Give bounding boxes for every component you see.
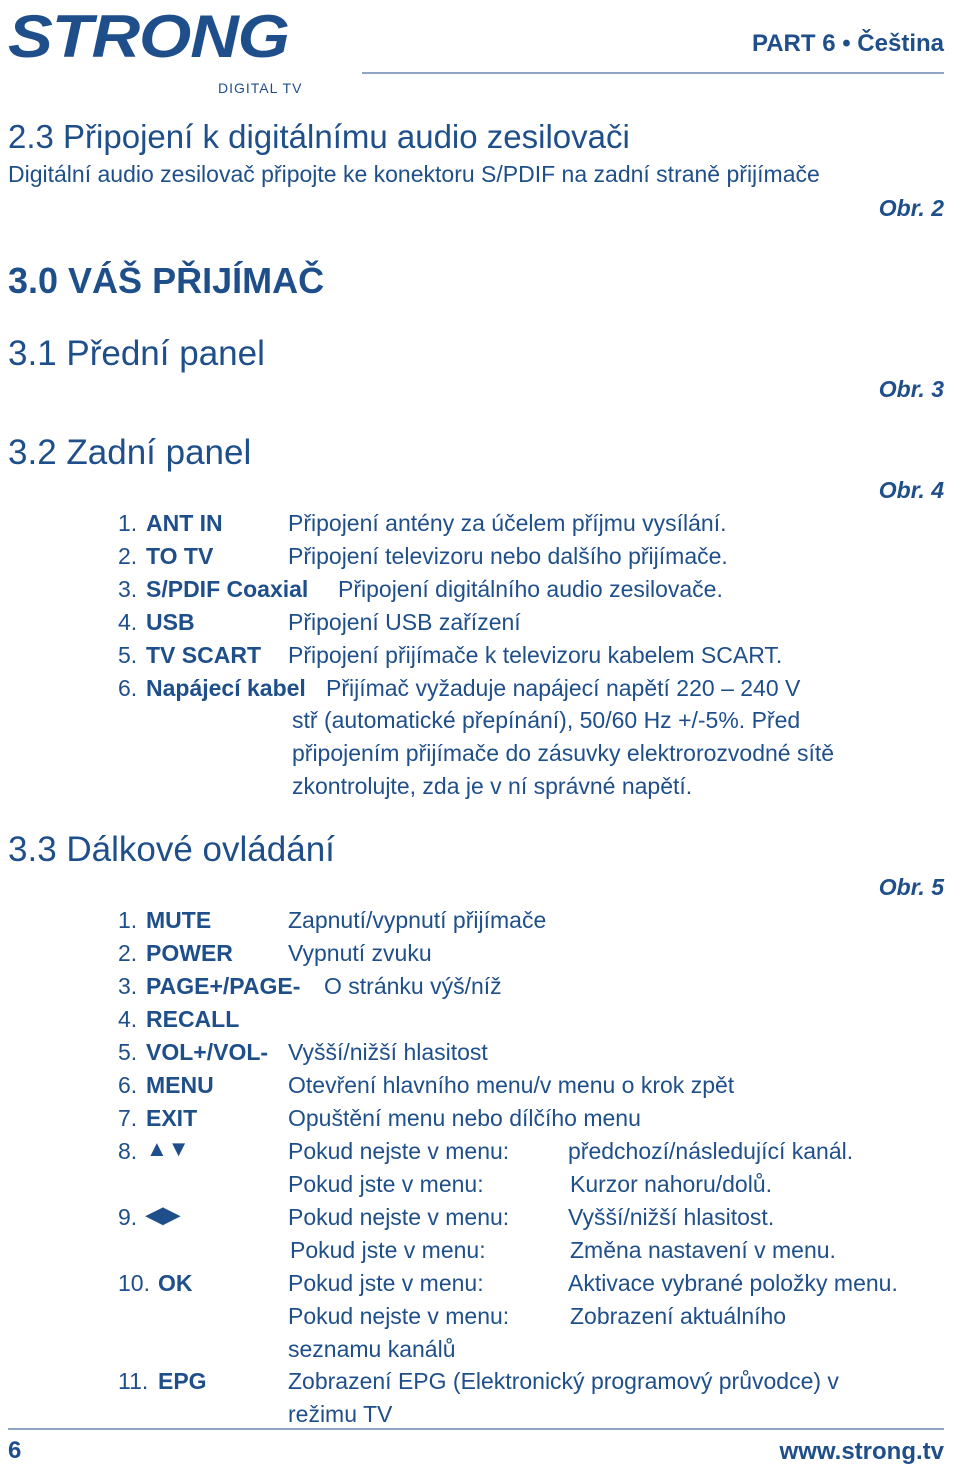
list-item-label: VOL+/VOL-: [146, 1039, 269, 1065]
list-item-label: EPG: [158, 1368, 207, 1394]
list-item-desc-cont: připojením přijímače do zásuvky elektrorozvodné sítě: [292, 740, 835, 766]
list-item-desc: Vypnutí zvuku: [288, 940, 432, 966]
list-item-desc-result: předchozí/následující kanál.: [568, 1138, 854, 1164]
list-item-desc: Pokud nejste v menu:: [288, 1138, 510, 1164]
list-item-number: 4.: [118, 609, 138, 635]
list-item-desc: Připojení přijímače k televizoru kabelem SCART.: [288, 642, 783, 668]
list-item-number: 1.: [118, 907, 138, 933]
fig-ref-5: Obr. 5: [878, 874, 944, 900]
part-label: PART 6 • Čeština: [752, 30, 944, 57]
page-number: 6: [8, 1437, 22, 1464]
list-item-label: Napájecí kabel: [146, 675, 306, 701]
section-3-3-title: 3.3 Dálkové ovládání: [8, 830, 335, 869]
list-item-desc: Vyšší/nižší hlasitost: [288, 1039, 488, 1065]
list-item-desc-cont: stř (automatické přepínání), 50/60 Hz +/-5%. Před: [292, 707, 801, 733]
list-item-number: 2.: [118, 940, 138, 966]
list-item-number: 4.: [118, 1006, 138, 1032]
list-item-desc: Pokud jste v menu:: [288, 1270, 484, 1296]
list-item-desc-cont: režimu TV: [288, 1401, 393, 1427]
list-item-number: 2.: [118, 543, 138, 569]
fig-ref-4: Obr. 4: [878, 477, 944, 503]
list-item-number: 7.: [118, 1105, 138, 1131]
list-item-number: 3.: [118, 973, 138, 999]
list-item-label: USB: [146, 609, 195, 635]
list-item-label: PAGE+/PAGE-: [146, 973, 301, 999]
left-right-arrows-icon: ◀▶: [146, 1202, 180, 1227]
list-item-desc: Pokud nejste v menu:: [288, 1303, 510, 1329]
strong-logo: STRONG: [8, 3, 289, 70]
fig-ref-3: Obr. 3: [878, 376, 944, 402]
list-item-desc-result: Zobrazení aktuálního: [570, 1303, 787, 1329]
list-item-desc-result: Vyšší/nižší hlasitost.: [568, 1204, 775, 1230]
list-item-desc: O stránku výš/níž: [324, 973, 502, 999]
list-item-number: 9.: [118, 1204, 138, 1230]
list-item-desc-cont: seznamu kanálů: [288, 1336, 456, 1362]
list-item-number: 3.: [118, 576, 138, 602]
section-3-1-title: 3.1 Přední panel: [8, 334, 265, 373]
list-item-desc-result: Kurzor nahoru/dolů.: [570, 1171, 773, 1197]
list-item-label: RECALL: [146, 1006, 240, 1032]
list-item-label: ANT IN: [146, 510, 223, 536]
header-rule: [362, 72, 944, 74]
list-item-desc: Pokud jste v menu:: [290, 1237, 486, 1263]
list-item-desc: Připojení televizoru nebo dalšího přijímače.: [288, 543, 728, 569]
list-item-desc-result: Aktivace vybrané položky menu.: [568, 1270, 898, 1296]
list-item-label: S/PDIF Coaxial: [146, 576, 309, 602]
list-item-label: TO TV: [146, 543, 214, 569]
up-down-arrows-icon: ▲▼: [146, 1136, 190, 1161]
list-item-label: MUTE: [146, 907, 212, 933]
list-item-desc: Připojení antény za účelem příjmu vysílání.: [288, 510, 727, 536]
list-item-desc: Otevření hlavního menu/v menu o krok zpět: [288, 1072, 735, 1098]
list-item-label: EXIT: [146, 1105, 198, 1131]
list-item-label: MENU: [146, 1072, 214, 1098]
list-item-desc: Připojení digitálního audio zesilovače.: [338, 576, 723, 602]
fig-ref-2: Obr. 2: [878, 195, 944, 221]
list-item-label: TV SCART: [146, 642, 261, 668]
list-item-desc: Zobrazení EPG (Elektronický programový průvodce) v: [288, 1368, 839, 1394]
list-item-number: 6.: [118, 1072, 138, 1098]
list-item-number: 5.: [118, 1039, 138, 1065]
section-2-3-title: 2.3 Připojení k digitálnímu audio zesilovači: [8, 118, 630, 155]
list-item-number: 1.: [118, 510, 138, 536]
list-item-desc: Připojení USB zařízení: [288, 609, 521, 635]
list-item-number: 5.: [118, 642, 138, 668]
list-item-desc: Pokud nejste v menu:: [288, 1204, 510, 1230]
footer-rule: [8, 1428, 944, 1430]
list-item-desc: Opuštění menu nebo dílčího menu: [288, 1105, 641, 1131]
list-item-number: 11.: [118, 1368, 149, 1394]
section-3-2-title: 3.2 Zadní panel: [8, 433, 252, 472]
list-item-desc: Zapnutí/vypnutí přijímače: [288, 907, 547, 933]
list-item-label: POWER: [146, 940, 233, 966]
list-item-desc: Přijímač vyžaduje napájecí napětí 220 – 240 V: [326, 675, 801, 701]
section-2-3-text: Digitální audio zesilovač připojte ke konektoru S/PDIF na zadní straně přijímače: [8, 161, 820, 187]
logo-subtitle: DIGITAL TV: [218, 80, 303, 96]
list-item-number: 8.: [118, 1138, 138, 1164]
website-url: www.strong.tv: [779, 1438, 944, 1465]
list-item-desc-cont: zkontrolujte, zda je v ní správné napětí.: [292, 773, 693, 799]
list-item-number: 10.: [118, 1270, 150, 1296]
list-item-number: 6.: [118, 675, 138, 701]
list-item-desc: Pokud jste v menu:: [288, 1171, 484, 1197]
section-3-0-title: 3.0 VÁŠ PŘIJÍMAČ: [8, 260, 325, 301]
list-item-label: OK: [158, 1270, 193, 1296]
list-item-desc-result: Změna nastavení v menu.: [570, 1237, 836, 1263]
